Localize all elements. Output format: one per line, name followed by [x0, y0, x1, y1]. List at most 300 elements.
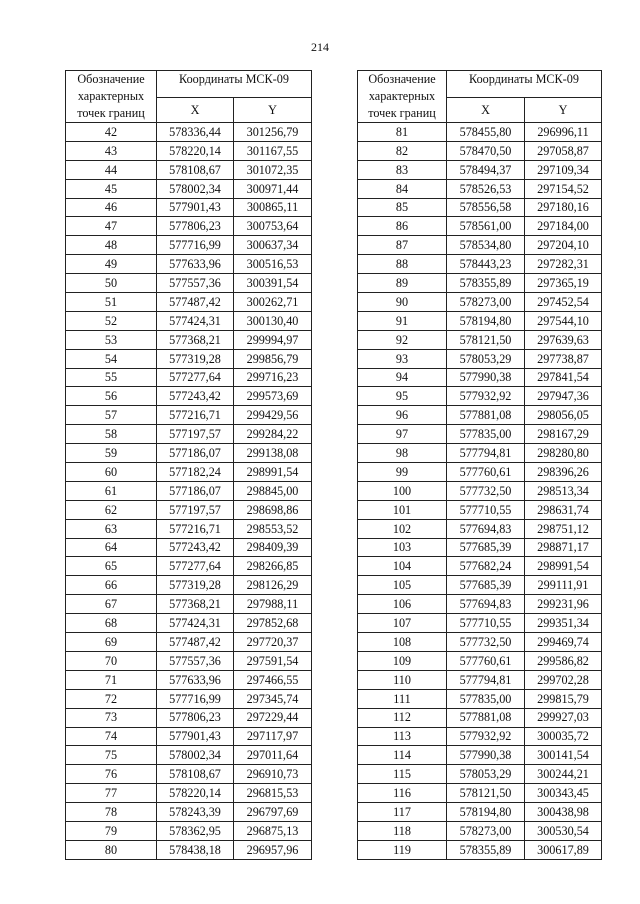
y-coordinate-cell: 298991,54 [525, 557, 602, 576]
y-coordinate-cell: 299994,97 [234, 330, 312, 349]
point-number-cell: 77 [66, 784, 157, 803]
table-row [66, 406, 312, 425]
point-number-cell: 101 [358, 500, 447, 519]
x-coordinate-cell: 577216,71 [157, 406, 234, 425]
point-number-cell: 47 [66, 217, 157, 236]
x-coordinate-cell: 577633,96 [157, 670, 234, 689]
point-number-cell: 52 [66, 311, 157, 330]
point-number-cell: 82 [358, 141, 447, 160]
table-row [66, 538, 312, 557]
point-number-cell: 95 [358, 387, 447, 406]
x-coordinate-cell: 578108,67 [157, 160, 234, 179]
y-coordinate-cell: 299586,82 [525, 651, 602, 670]
y-coordinate-cell: 297154,52 [525, 179, 602, 198]
table-row [358, 406, 602, 425]
point-number-cell: 56 [66, 387, 157, 406]
x-coordinate-cell: 577682,24 [447, 557, 525, 576]
y-coordinate-cell: 298698,86 [234, 500, 312, 519]
y-coordinate-cell: 298056,05 [525, 406, 602, 425]
point-number-cell: 97 [358, 425, 447, 444]
table-row [66, 765, 312, 784]
x-coordinate-cell: 577557,36 [157, 651, 234, 670]
x-coordinate-cell: 578108,67 [157, 765, 234, 784]
point-number-cell: 68 [66, 614, 157, 633]
y-coordinate-cell: 299573,69 [234, 387, 312, 406]
y-coordinate-cell: 297639,63 [525, 330, 602, 349]
x-coordinate-cell: 577368,21 [157, 330, 234, 349]
x-coordinate-cell: 578273,00 [447, 821, 525, 840]
y-coordinate-cell: 297117,97 [234, 727, 312, 746]
point-number-cell: 75 [66, 746, 157, 765]
point-number-cell: 94 [358, 368, 447, 387]
table-row [358, 463, 602, 482]
header-x: X [447, 97, 525, 122]
table-row [66, 784, 312, 803]
table-row [358, 557, 602, 576]
table-row [66, 293, 312, 312]
table-row [66, 425, 312, 444]
point-number-cell: 57 [66, 406, 157, 425]
x-coordinate-cell: 577197,57 [157, 425, 234, 444]
y-coordinate-cell: 298553,52 [234, 519, 312, 538]
table-row [358, 349, 602, 368]
table-row [66, 255, 312, 274]
y-coordinate-cell: 300753,64 [234, 217, 312, 236]
x-coordinate-cell: 578194,80 [447, 803, 525, 822]
x-coordinate-cell: 577760,61 [447, 651, 525, 670]
point-number-cell: 88 [358, 255, 447, 274]
table-row [358, 633, 602, 652]
y-coordinate-cell: 299351,34 [525, 614, 602, 633]
table-row [66, 670, 312, 689]
y-coordinate-cell: 297282,31 [525, 255, 602, 274]
table-row [66, 387, 312, 406]
x-coordinate-cell: 578443,23 [447, 255, 525, 274]
point-number-cell: 81 [358, 123, 447, 142]
x-coordinate-cell: 578243,39 [157, 803, 234, 822]
point-number-cell: 89 [358, 274, 447, 293]
point-number-cell: 108 [358, 633, 447, 652]
x-coordinate-cell: 578053,29 [447, 349, 525, 368]
x-coordinate-cell: 577806,23 [157, 217, 234, 236]
table-row [358, 576, 602, 595]
point-number-cell: 55 [66, 368, 157, 387]
point-number-cell: 106 [358, 595, 447, 614]
table-row [358, 538, 602, 557]
table-row [358, 444, 602, 463]
y-coordinate-cell: 298513,34 [525, 481, 602, 500]
y-coordinate-cell: 297591,54 [234, 651, 312, 670]
table-row [66, 708, 312, 727]
x-coordinate-cell: 577487,42 [157, 633, 234, 652]
point-number-cell: 44 [66, 160, 157, 179]
table-body [358, 123, 602, 860]
x-coordinate-cell: 577716,99 [157, 236, 234, 255]
x-coordinate-cell: 577216,71 [157, 519, 234, 538]
y-coordinate-cell: 297738,87 [525, 349, 602, 368]
point-number-cell: 115 [358, 765, 447, 784]
point-number-cell: 109 [358, 651, 447, 670]
table-row [66, 689, 312, 708]
y-coordinate-cell: 300971,44 [234, 179, 312, 198]
point-number-cell: 102 [358, 519, 447, 538]
point-number-cell: 92 [358, 330, 447, 349]
point-number-cell: 110 [358, 670, 447, 689]
x-coordinate-cell: 578121,50 [447, 330, 525, 349]
table-row [66, 519, 312, 538]
y-coordinate-cell: 297544,10 [525, 311, 602, 330]
point-number-cell: 85 [358, 198, 447, 217]
y-coordinate-cell: 296910,73 [234, 765, 312, 784]
x-coordinate-cell: 577901,43 [157, 198, 234, 217]
x-coordinate-cell: 578355,89 [447, 274, 525, 293]
point-number-cell: 54 [66, 349, 157, 368]
table-row [358, 765, 602, 784]
x-coordinate-cell: 577732,50 [447, 481, 525, 500]
point-number-cell: 119 [358, 840, 447, 859]
table-row [66, 821, 312, 840]
point-number-cell: 100 [358, 481, 447, 500]
y-coordinate-cell: 297720,37 [234, 633, 312, 652]
point-number-cell: 112 [358, 708, 447, 727]
point-number-cell: 114 [358, 746, 447, 765]
y-coordinate-cell: 299702,28 [525, 670, 602, 689]
table-row [358, 840, 602, 859]
y-coordinate-cell: 300244,21 [525, 765, 602, 784]
table-row [358, 708, 602, 727]
y-coordinate-cell: 300865,11 [234, 198, 312, 217]
table-row [66, 840, 312, 859]
table-row [66, 141, 312, 160]
point-number-cell: 49 [66, 255, 157, 274]
x-coordinate-cell: 578053,29 [447, 765, 525, 784]
table-row [66, 274, 312, 293]
point-number-cell: 86 [358, 217, 447, 236]
x-coordinate-cell: 577901,43 [157, 727, 234, 746]
table-row [358, 387, 602, 406]
x-coordinate-cell: 578455,80 [447, 123, 525, 142]
x-coordinate-cell: 578220,14 [157, 141, 234, 160]
y-coordinate-cell: 301072,35 [234, 160, 312, 179]
coordinates-table-left [65, 70, 312, 860]
y-coordinate-cell: 299138,08 [234, 444, 312, 463]
point-number-cell: 42 [66, 123, 157, 142]
table-row [358, 141, 602, 160]
y-coordinate-cell: 298631,74 [525, 500, 602, 519]
header-coordinates: Координаты МСК-09 [157, 71, 312, 98]
point-number-cell: 46 [66, 198, 157, 217]
x-coordinate-cell: 577835,00 [447, 689, 525, 708]
point-number-cell: 45 [66, 179, 157, 198]
point-number-cell: 107 [358, 614, 447, 633]
y-coordinate-cell: 299815,79 [525, 689, 602, 708]
x-coordinate-cell: 577835,00 [447, 425, 525, 444]
x-coordinate-cell: 578534,80 [447, 236, 525, 255]
table-row [358, 160, 602, 179]
x-coordinate-cell: 578526,53 [447, 179, 525, 198]
x-coordinate-cell: 578002,34 [157, 746, 234, 765]
point-number-cell: 62 [66, 500, 157, 519]
point-number-cell: 67 [66, 595, 157, 614]
table-row [358, 198, 602, 217]
table-row [358, 670, 602, 689]
x-coordinate-cell: 577710,55 [447, 614, 525, 633]
point-number-cell: 58 [66, 425, 157, 444]
point-number-cell: 76 [66, 765, 157, 784]
x-coordinate-cell: 577694,83 [447, 519, 525, 538]
x-coordinate-cell: 577716,99 [157, 689, 234, 708]
x-coordinate-cell: 577243,42 [157, 387, 234, 406]
point-number-cell: 78 [66, 803, 157, 822]
y-coordinate-cell: 301167,55 [234, 141, 312, 160]
x-coordinate-cell: 577794,81 [447, 444, 525, 463]
y-coordinate-cell: 296815,53 [234, 784, 312, 803]
y-coordinate-cell: 296957,96 [234, 840, 312, 859]
y-coordinate-cell: 297852,68 [234, 614, 312, 633]
y-coordinate-cell: 298751,12 [525, 519, 602, 538]
point-number-cell: 66 [66, 576, 157, 595]
y-coordinate-cell: 298991,54 [234, 463, 312, 482]
x-coordinate-cell: 577186,07 [157, 481, 234, 500]
point-number-cell: 83 [358, 160, 447, 179]
point-number-cell: 72 [66, 689, 157, 708]
y-coordinate-cell: 300035,72 [525, 727, 602, 746]
table-row [66, 633, 312, 652]
point-number-cell: 60 [66, 463, 157, 482]
table-row [358, 784, 602, 803]
coordinates-table-right [357, 70, 602, 860]
point-number-cell: 90 [358, 293, 447, 312]
y-coordinate-cell: 299429,56 [234, 406, 312, 425]
y-coordinate-cell: 300637,34 [234, 236, 312, 255]
page-number: 214 [311, 40, 329, 54]
x-coordinate-cell: 578002,34 [157, 179, 234, 198]
table-row [66, 330, 312, 349]
table-row [66, 123, 312, 142]
table-row [358, 274, 602, 293]
point-number-cell: 93 [358, 349, 447, 368]
y-coordinate-cell: 297058,87 [525, 141, 602, 160]
header-x: X [157, 97, 234, 122]
y-coordinate-cell: 300530,54 [525, 821, 602, 840]
x-coordinate-cell: 577424,31 [157, 311, 234, 330]
y-coordinate-cell: 297452,54 [525, 293, 602, 312]
x-coordinate-cell: 578556,58 [447, 198, 525, 217]
y-coordinate-cell: 298167,29 [525, 425, 602, 444]
x-coordinate-cell: 578336,44 [157, 123, 234, 142]
y-coordinate-cell: 300262,71 [234, 293, 312, 312]
y-coordinate-cell: 299231,96 [525, 595, 602, 614]
x-coordinate-cell: 578561,00 [447, 217, 525, 236]
point-number-cell: 105 [358, 576, 447, 595]
x-coordinate-cell: 578494,37 [447, 160, 525, 179]
y-coordinate-cell: 296875,13 [234, 821, 312, 840]
x-coordinate-cell: 577243,42 [157, 538, 234, 557]
point-number-cell: 64 [66, 538, 157, 557]
x-coordinate-cell: 577277,64 [157, 557, 234, 576]
y-coordinate-cell: 299927,03 [525, 708, 602, 727]
x-coordinate-cell: 578470,50 [447, 141, 525, 160]
x-coordinate-cell: 578355,89 [447, 840, 525, 859]
table-row [358, 368, 602, 387]
table-row [66, 217, 312, 236]
table-row [358, 481, 602, 500]
table-row [358, 595, 602, 614]
y-coordinate-cell: 298396,26 [525, 463, 602, 482]
x-coordinate-cell: 578273,00 [447, 293, 525, 312]
x-coordinate-cell: 577932,92 [447, 387, 525, 406]
table-row [66, 614, 312, 633]
table-row [358, 330, 602, 349]
table-body [66, 123, 312, 860]
x-coordinate-cell: 577881,08 [447, 406, 525, 425]
y-coordinate-cell: 300438,98 [525, 803, 602, 822]
x-coordinate-cell: 577319,28 [157, 576, 234, 595]
point-number-cell: 87 [358, 236, 447, 255]
x-coordinate-cell: 577990,38 [447, 368, 525, 387]
table-row [358, 293, 602, 312]
table-row [66, 576, 312, 595]
point-number-cell: 104 [358, 557, 447, 576]
table-row [66, 557, 312, 576]
point-number-cell: 99 [358, 463, 447, 482]
x-coordinate-cell: 577197,57 [157, 500, 234, 519]
table-row [66, 727, 312, 746]
point-number-cell: 63 [66, 519, 157, 538]
x-coordinate-cell: 578194,80 [447, 311, 525, 330]
table-row [66, 463, 312, 482]
point-number-cell: 111 [358, 689, 447, 708]
table-row [358, 179, 602, 198]
table-row [358, 311, 602, 330]
point-number-cell: 69 [66, 633, 157, 652]
table-row [66, 651, 312, 670]
y-coordinate-cell: 300516,53 [234, 255, 312, 274]
table-row [66, 481, 312, 500]
table-row [358, 727, 602, 746]
x-coordinate-cell: 577182,24 [157, 463, 234, 482]
point-number-cell: 59 [66, 444, 157, 463]
table-row [358, 500, 602, 519]
header-designation: Обозначение характерных точек границ [66, 71, 157, 123]
point-number-cell: 80 [66, 840, 157, 859]
x-coordinate-cell: 577685,39 [447, 538, 525, 557]
table-row [66, 803, 312, 822]
x-coordinate-cell: 577487,42 [157, 293, 234, 312]
y-coordinate-cell: 300617,89 [525, 840, 602, 859]
table-row [358, 746, 602, 765]
y-coordinate-cell: 301256,79 [234, 123, 312, 142]
x-coordinate-cell: 577760,61 [447, 463, 525, 482]
y-coordinate-cell: 299284,22 [234, 425, 312, 444]
point-number-cell: 98 [358, 444, 447, 463]
x-coordinate-cell: 577932,92 [447, 727, 525, 746]
table-row [358, 425, 602, 444]
table-row [66, 311, 312, 330]
point-number-cell: 71 [66, 670, 157, 689]
point-number-cell: 48 [66, 236, 157, 255]
table-row [358, 803, 602, 822]
y-coordinate-cell: 300130,40 [234, 311, 312, 330]
y-coordinate-cell: 297466,55 [234, 670, 312, 689]
table-row [66, 236, 312, 255]
point-number-cell: 65 [66, 557, 157, 576]
point-number-cell: 91 [358, 311, 447, 330]
y-coordinate-cell: 298871,17 [525, 538, 602, 557]
table-row [66, 444, 312, 463]
y-coordinate-cell: 298126,29 [234, 576, 312, 595]
table-row [358, 651, 602, 670]
x-coordinate-cell: 577685,39 [447, 576, 525, 595]
table-row [358, 255, 602, 274]
point-number-cell: 84 [358, 179, 447, 198]
x-coordinate-cell: 577794,81 [447, 670, 525, 689]
y-coordinate-cell: 297988,11 [234, 595, 312, 614]
y-coordinate-cell: 296797,69 [234, 803, 312, 822]
table-row [358, 614, 602, 633]
x-coordinate-cell: 577710,55 [447, 500, 525, 519]
table-row [66, 746, 312, 765]
x-coordinate-cell: 577732,50 [447, 633, 525, 652]
x-coordinate-cell: 577186,07 [157, 444, 234, 463]
table-row [358, 236, 602, 255]
x-coordinate-cell: 577319,28 [157, 349, 234, 368]
y-coordinate-cell: 299856,79 [234, 349, 312, 368]
y-coordinate-cell: 296996,11 [525, 123, 602, 142]
y-coordinate-cell: 298266,85 [234, 557, 312, 576]
header-y: Y [234, 97, 312, 122]
point-number-cell: 116 [358, 784, 447, 803]
point-number-cell: 50 [66, 274, 157, 293]
y-coordinate-cell: 298409,39 [234, 538, 312, 557]
table-row [358, 821, 602, 840]
point-number-cell: 73 [66, 708, 157, 727]
y-coordinate-cell: 300391,54 [234, 274, 312, 293]
point-number-cell: 96 [358, 406, 447, 425]
x-coordinate-cell: 578438,18 [157, 840, 234, 859]
point-number-cell: 43 [66, 141, 157, 160]
x-coordinate-cell: 577424,31 [157, 614, 234, 633]
y-coordinate-cell: 297184,00 [525, 217, 602, 236]
y-coordinate-cell: 299469,74 [525, 633, 602, 652]
x-coordinate-cell: 577557,36 [157, 274, 234, 293]
table-row [66, 595, 312, 614]
table-row [66, 160, 312, 179]
y-coordinate-cell: 300343,45 [525, 784, 602, 803]
x-coordinate-cell: 578220,14 [157, 784, 234, 803]
y-coordinate-cell: 297204,10 [525, 236, 602, 255]
header-y: Y [525, 97, 602, 122]
x-coordinate-cell: 577368,21 [157, 595, 234, 614]
x-coordinate-cell: 577806,23 [157, 708, 234, 727]
table-row [66, 500, 312, 519]
table-row [358, 217, 602, 236]
x-coordinate-cell: 577277,64 [157, 368, 234, 387]
point-number-cell: 61 [66, 481, 157, 500]
y-coordinate-cell: 297345,74 [234, 689, 312, 708]
y-coordinate-cell: 300141,54 [525, 746, 602, 765]
x-coordinate-cell: 578121,50 [447, 784, 525, 803]
header-designation: Обозначение характерных точек границ [358, 71, 447, 123]
y-coordinate-cell: 297947,36 [525, 387, 602, 406]
y-coordinate-cell: 299111,91 [525, 576, 602, 595]
table-row [66, 179, 312, 198]
y-coordinate-cell: 297365,19 [525, 274, 602, 293]
x-coordinate-cell: 578362,95 [157, 821, 234, 840]
y-coordinate-cell: 298280,80 [525, 444, 602, 463]
point-number-cell: 117 [358, 803, 447, 822]
y-coordinate-cell: 297109,34 [525, 160, 602, 179]
